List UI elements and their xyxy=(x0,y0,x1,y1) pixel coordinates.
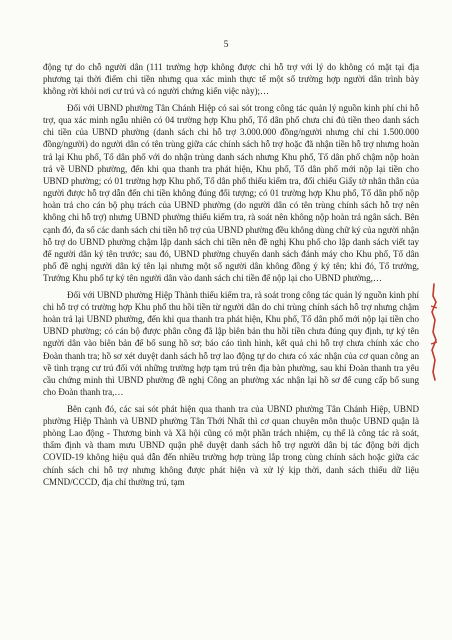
red-stamp-mark xyxy=(428,282,440,382)
paragraph-tan-chanh-hiep: Đối với UBND phường Tân Chánh Hiệp có sai sót trong công tác quản lý nguồn kinh phí chi hỗ trợ, qua xác minh ngẫu nhiên có 04 trường hợp Khu phố, Tổ dân phố chưa chi đủ tiền theo danh sách chi tiền của UBND phường (danh sách chi hỗ trợ 3.000.000 đồng/người nhưng chỉ chi 1.500.000 đồng/người) do người dân có tên trùng giữa các chính sách hỗ trợ hoặc đã nhận tiền hỗ trợ nhưng hoàn trả lại Khu phố, Tổ dân phố với do nhận trùng danh sách nhưng Khu phố, Tổ dân phố chậm nộp hoàn trả về UBND phường, đến khi qua thanh tra phát hiện, Khu phố, Tổ dân phố mới nộp lại tiền cho UBND phường; có 01 trường hợp Khu phố, Tổ dân phố thiếu kiểm tra, đối chiếu Giấy tờ nhân thân của người được hỗ trợ dẫn đến chi tiền không đúng đối tượng; có 01 trường hợp Khu phố, Tổ dân phố nộp hoàn trả cho cán bộ phụ trách của UBND phường (do người dân có tên trùng chính sách hỗ trợ nên không chi hỗ trợ) nhưng UBND phường thiếu kiểm tra, rà soát nên không nộp hoàn trả ngân sách. Bên cạnh đó, đa số các danh sách chi tiền hỗ trợ của UBND phường đều không dùng chữ ký của người nhận hỗ trợ do UBND phường chậm lập danh sách chi tiền nên đề nghị Khu phố cho lập danh sách viết tay để người dân ký tên trước; sau đó, UBND phường chuyển danh sách đánh máy cho Khu phố, Tổ dân phố đề nghị người dân ký tên lại nhưng một số người dân không đồng ý ký tên; khi đó, Tổ trưởng, Trưởng Khu phố tự ký tên người dân vào danh sách chi tiền để nộp lại cho UBND phường,… xyxy=(43,102,419,284)
page-number: 5 xyxy=(223,40,229,50)
paragraph-ben-canh-do: Bên cạnh đó, các sai sót phát hiện qua thanh tra của UBND phường Tân Chánh Hiệp, UBND phường Hiệp Thành và UBND phường Tân Thới Nhất thì cơ quan chuyên môn thuộc UBND quận là phòng Lao động - Thương binh và Xã hội cũng có một phần trách nhiệm, cụ thể là công tác rà soát, thẩm định và tham mưu UBND quận phê duyệt danh sách hỗ trợ người dân bị tác động bởi dịch COVID-19 không hiệu quả dẫn đến nhiều trường hợp trùng lắp trong cùng chính sách hoặc giữa các chính sách chi hỗ trợ nhưng không được phát hiện và xử lý kịp thời, danh sách thiếu dữ liệu CMND/CCCD, địa chỉ thường trú, tạm xyxy=(43,403,419,487)
paragraph-continuation: động tự do chỗ người dân (111 trường hợp không được chi hỗ trợ với lý do không có mặt tại địa phương tại thời điểm chi tiền nhưng qua xác minh thực tế một số trường hợp người dân trình bày không rời khỏi nơi cư trú và có người chứng kiến việc này);… xyxy=(43,62,419,97)
paragraph-hiep-thanh: Đối với UBND phường Hiệp Thành thiếu kiểm tra, rà soát trong công tác quản lý nguồn kinh phí chi hỗ trợ có trường hợp Khu phố thu hồi tiền từ người dân do chi trùng chính sách hỗ trợ nhưng chậm hoàn trả lại UBND phường, đến khi qua thanh tra phát hiện, Khu phố, Tổ dân phố mới nộp lại tiền cho UBND phường; có cán bộ được phân công đã lập biên bản thu hồi tiền chưa đúng quy định, tự ký tên người dân vào biên bản để bổ sung hồ sơ; báo cáo tình hình, kết quả chi hỗ trợ chưa chính xác cho Đoàn thanh tra; hồ sơ xét duyệt danh sách hỗ trợ lao động tự do chưa có xác nhận của cơ quan công an về tình trạng cư trú đối với những trường hợp tạm trú trên địa bàn phường, sau khi Đoàn thanh tra yêu cầu chứng minh thì UBND phường đề nghị Công an phường xác nhận lại hồ sơ để cung cấp bổ sung cho Đoàn thanh tra,… xyxy=(43,289,419,398)
document-body xyxy=(43,61,419,492)
